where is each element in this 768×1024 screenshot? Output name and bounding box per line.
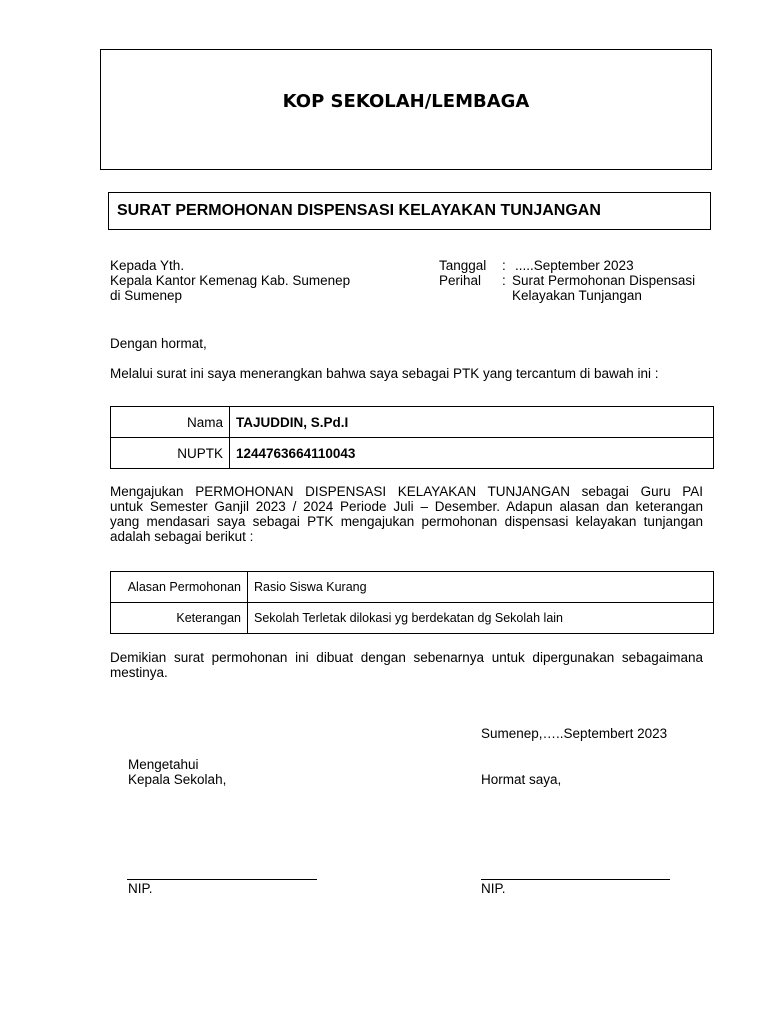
left-signature-line: [127, 879, 317, 880]
identity-table: [110, 406, 714, 469]
table-row: [111, 603, 714, 634]
date-value: .....September 2023: [515, 258, 634, 273]
place-date: Sumenep,…..Septembert 2023: [481, 726, 668, 741]
body-line-2: untuk Semester Ganjil 2023 / 2024 Periode Juli – Desember. Adapun alasan dan keterangan: [110, 499, 703, 514]
letterhead-title: KOP SEKOLAH/LEMBAGA: [282, 91, 530, 112]
recipient-line-2: Kepala Kantor Kemenag Kab. Sumenep: [110, 273, 351, 288]
date-colon: :: [502, 258, 506, 273]
subject-value-line-2: Kelayakan Tunjangan: [512, 288, 642, 303]
body-line-4: adalah sebagai berikut :: [110, 529, 254, 544]
reasons-table: [110, 571, 714, 634]
body-line-1: Mengajukan PERMOHONAN DISPENSASI KELAYAKAN TUNJANGAN sebagai Guru PAI: [110, 484, 703, 499]
nuptk-value: 1244763664110043: [230, 438, 714, 469]
subject-value-line-1: Surat Permohonan Dispensasi: [512, 273, 696, 288]
reason-value: Rasio Siswa Kurang: [248, 572, 714, 603]
left-nip: NIP.: [128, 881, 153, 896]
date-label: Tanggal: [439, 258, 487, 273]
nuptk-label: NUPTK: [111, 438, 230, 469]
right-nip: NIP.: [481, 881, 506, 896]
recipient-line-3: di Sumenep: [110, 288, 183, 303]
table-row: [111, 438, 714, 469]
reason-label: Alasan Permohonan: [111, 572, 248, 603]
subject-title: SURAT PERMOHONAN DISPENSASI KELAYAKAN TUNJANGAN: [117, 202, 601, 219]
regards-label: Hormat saya,: [481, 772, 562, 787]
body-line-3: yang mendasari saya sebagai PTK mengajukan permohonan dispensasi kelayakan tunjangan: [110, 514, 703, 529]
closing-line-2: mestinya.: [110, 665, 168, 680]
recipient-line-1: Kepada Yth.: [110, 258, 185, 273]
description-label: Keterangan: [111, 603, 248, 634]
subject-label: Perihal: [439, 273, 482, 288]
principal-label: Kepala Sekolah,: [128, 772, 227, 787]
intro-text: Melalui surat ini saya menerangkan bahwa saya sebagai PTK yang tercantum di bawah ini :: [110, 366, 659, 381]
table-row: [111, 407, 714, 438]
name-value: TAJUDDIN, S.Pd.I: [230, 407, 714, 438]
closing-line-1: Demikian surat permohonan ini dibuat dengan sebenarnya untuk dipergunakan sebagaimana: [110, 650, 703, 665]
greeting: Dengan hormat,: [110, 336, 207, 351]
description-value: Sekolah Terletak dilokasi yg berdekatan dg Sekolah lain: [248, 603, 714, 634]
right-signature-line: [481, 879, 670, 880]
table-row: [111, 572, 714, 603]
subject-colon: :: [502, 273, 506, 288]
name-label: Nama: [111, 407, 230, 438]
acknowledged-label: Mengetahui: [128, 757, 199, 772]
